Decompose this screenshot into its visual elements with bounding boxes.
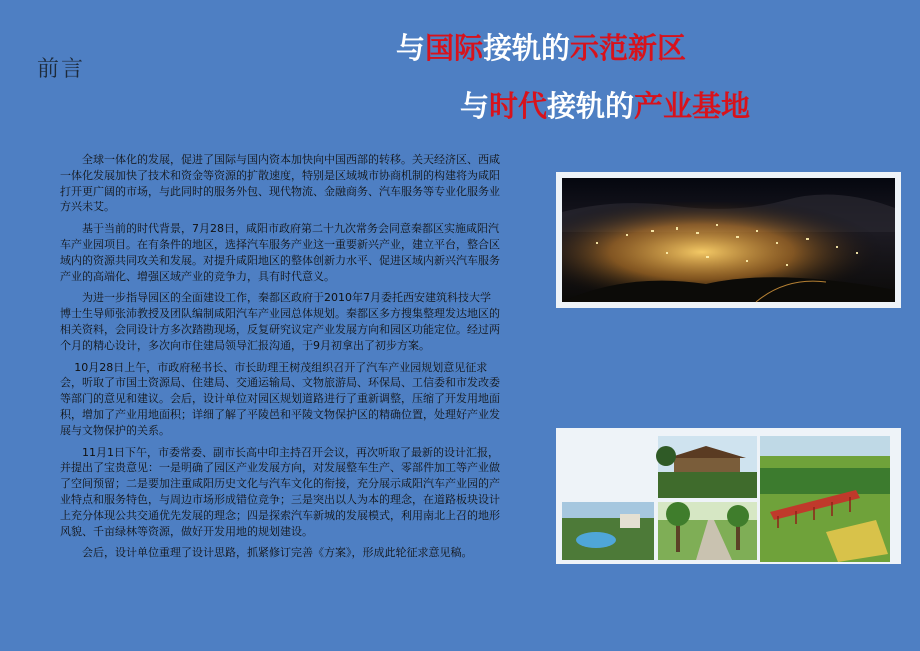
paragraph-1: 全球一体化的发展，促进了国际与国内资本加快向中国西部的转移。关天经济区、西咸一体化发展加快了技术和资金等资源的扩散速度，特别是区域城市协商机制的构建将为咸阳打开更广阔的市场，与此同时的服务外包、现代物流、金融商务、汽车服务等专业化服务业方兴未艾。 — [60, 153, 500, 214]
headline-line-2-segment: 与 — [460, 89, 490, 123]
paragraph-5: 11月1日下午，市委常委、副市长高中印主持召开会议，再次听取了最新的设计汇报，并提出了宝贵意见：一是明确了园区产业发展方向，对发展整车生产、零部件加工等产业做了空间预留；二是要加注重咸阳历史文化与汽车文化的衔接，充分展示咸阳汽车产业园的产业特点和服务特色，与周边市场形成错位竞争；三是突出以人为本的理念，在道路板块设计上充分体现公共交通优先发展的理念；四是探索汽车新城的发展模式，利用南北上召的地形风貌、千亩绿林等资源，做好开发用地的规划建设。 — [60, 445, 500, 538]
tree-lined-path-photo — [658, 502, 757, 560]
garden-pool-photo — [562, 502, 654, 560]
headline-line-2-segment: 产业基地 — [634, 89, 751, 123]
headline-line-1-segment: 示范新区 — [570, 31, 687, 65]
red-bridge-photo — [760, 436, 890, 562]
headline-line-2-segment: 时代 — [489, 89, 548, 123]
paragraph-4: 10月28日上午，市政府秘书长、市长助理王树茂组织召开了汽车产业园规划意见征求会，听取了市国土资源局、住建局、交通运输局、文物旅游局、环保局、工信委和市发改委等部门的意见和建议。会后，设计单位对园区规划道路进行了重新调整，压缩了开发用地面积，增加了产业用地面积；详细了解了平陵邑和平陵文物保护区的精确位置，处理好产业发展与文物保护的关系。 — [60, 360, 500, 437]
headline-line-1-segment: 接轨的 — [483, 31, 571, 65]
headline-line-2-segment: 接轨的 — [547, 89, 635, 123]
headline-line-1-segment: 与 — [396, 31, 426, 65]
paragraph-6: 会后，设计单位重理了设计思路，抓紧修订完善《方案》，形成此轮征求意见稿。 — [82, 546, 473, 560]
headline-line-2 — [460, 84, 750, 125]
city-night-photo — [556, 172, 901, 308]
paragraph-3: 为进一步指导园区的全面建设工作，秦都区政府于2010年7月委托西安建筑科技大学博士生导师张沛教授及团队编制咸阳汽车产业园总体规划。秦都区多方搜集整理发达地区的相关资料，会同设计方多次踏勘现场，反复研究议定产业发展方向和园区功能定位。经过两个月的精心设计，多次向市住建局领导汇报沟通，于9月初拿出了初步方案。 — [60, 291, 500, 352]
headline-line-1 — [396, 26, 686, 67]
photo-collage — [556, 428, 901, 564]
section-label: 前言 — [37, 57, 86, 82]
body-text — [60, 152, 500, 567]
paragraph-2: 基于当前的时代背景，7月28日，咸阳市政府第二十九次常务会同意秦都区实施咸阳汽车产业园项目。在有条件的地区，选择汽车服务产业这一重要新兴产业，建立平台，整合区域内的资源共同攻关和发展。对提升咸阳地区的整体创新力水平、促进区域内新兴汽车服务产业的高端化、增强区域产业的竞争力，具有时代意义。 — [60, 222, 500, 283]
park-pavilion-photo — [656, 436, 757, 498]
headline-line-1-segment: 国际 — [425, 31, 484, 65]
